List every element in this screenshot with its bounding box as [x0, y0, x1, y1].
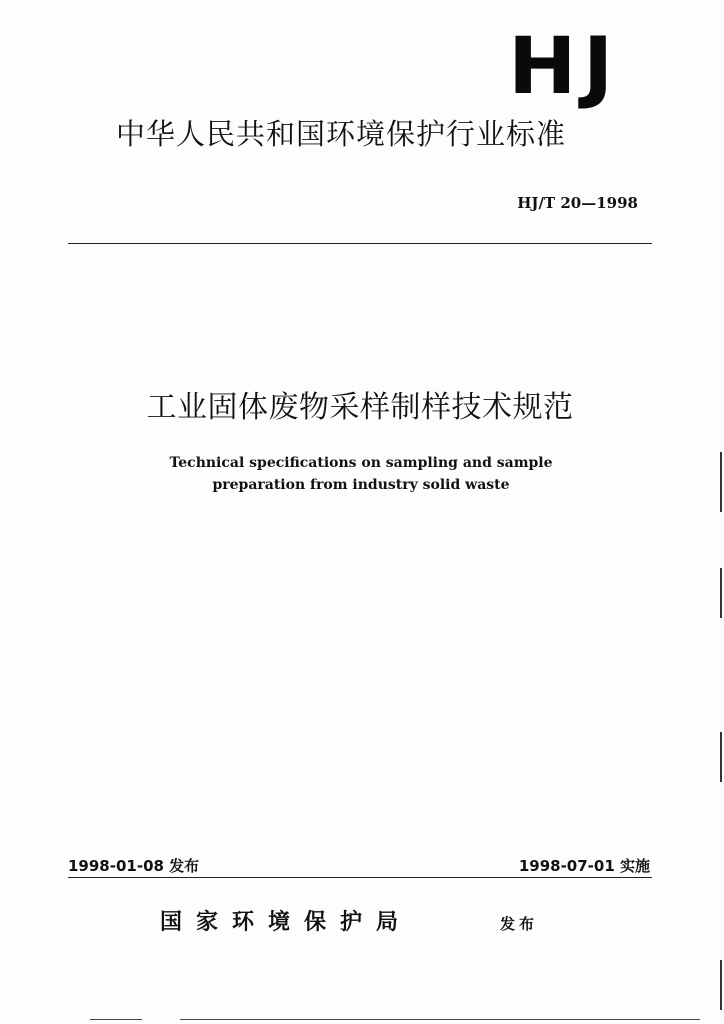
english-title: [0, 452, 724, 496]
publisher-name: 国家环境保护局: [160, 909, 413, 935]
scan-bottom-mark: [90, 1019, 142, 1020]
scan-edge-mark: [720, 568, 722, 618]
scan-edge-mark: [720, 452, 722, 512]
document-title-zh: 工业固体废物采样制样技术规范: [146, 390, 574, 425]
scan-edge-mark: [720, 732, 722, 782]
top-divider: [68, 243, 652, 244]
scan-bottom-mark: [180, 1019, 700, 1020]
document-title: [0, 388, 724, 428]
hj-logo: HJ: [508, 22, 620, 112]
standard-code: HJ/T 20—1998: [517, 194, 638, 212]
bottom-divider: [68, 877, 652, 878]
issue-date: 1998-01-08 发布: [68, 857, 200, 875]
effective-date: 1998-07-01 实施: [518, 857, 650, 875]
scan-edge-mark: [720, 960, 722, 1010]
english-title-line2: preparation from industry solid waste: [212, 477, 510, 493]
publish-label: 发布: [500, 915, 539, 933]
english-title-line1: Technical specifications on sampling and sample: [169, 455, 553, 471]
standard-category: 中华人民共和国环境保护行业标准: [116, 117, 567, 151]
